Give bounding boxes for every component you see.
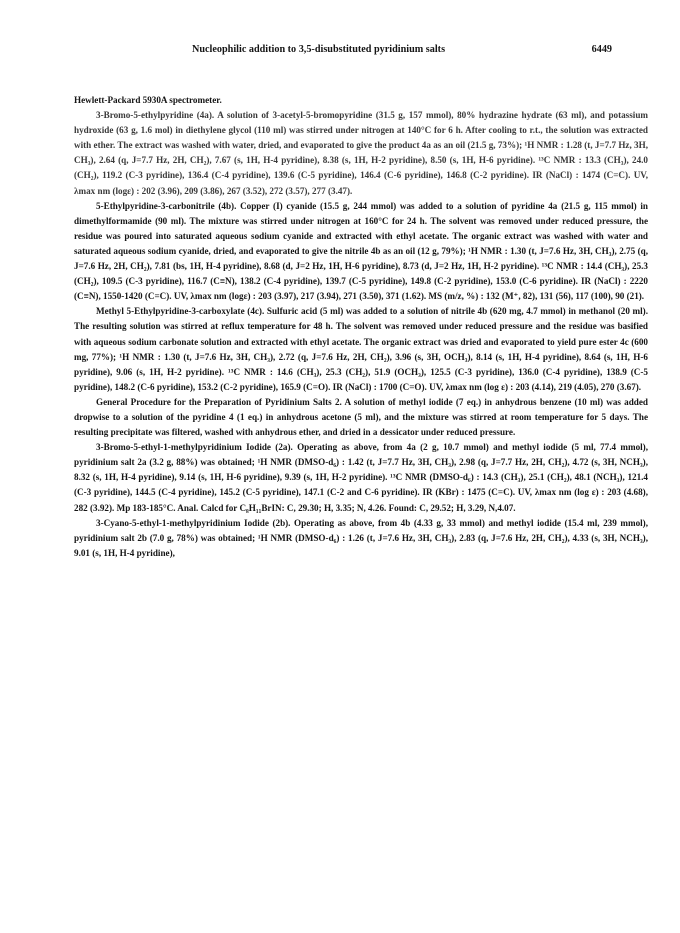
paragraph-instrument: Hewlett-Packard 5930A spectrometer.	[74, 95, 222, 105]
paragraph-compound-2b: 3-Cyano-5-ethyl-1-methylpyridinium Iodide (2b). Operating as above, from 4b (4.33 g, 33 mmol) and methyl iodide (15.4 ml, 239 mmol), pyridinium salt 2b (7.0 g, 78%) was obtained; ¹H NMR (DMSO-d₆) : 1.26 (t, J=7.6 Hz, 3H, CH₃), 2.83 (q, J=7.6 Hz, 2H, CH₂), 4.33 (s, 3H, NCH₃), 9.01 (s, 1H, H-4 pyridine),	[74, 517, 648, 558]
running-title: Nucleophilic addition to 3,5-disubstituted pyridinium salts	[192, 44, 446, 55]
paragraph-compound-2a: 3-Bromo-5-ethyl-1-methylpyridinium Iodide (2a). Operating as above, from 4a (2 g, 10.7 mmol) and methyl iodide (5 ml, 77.4 mmol), pyridinium salt 2a (3.2 g, 88%) was obtained; ¹H NMR (DMSO-d₆) : 1.42 (t, J=7.7 Hz, 3H, CH₃), 2.98 (q, J=7.7 Hz, 2H, CH₂), 4.72 (s, 3H, NCH₃), 8.32 (s, 1H, H-4 pyridine), 9.14 (s, 1H, H-6 pyridine), 9.39 (s, 1H, H-2 pyridine). ¹³C NMR (DMSO-d₆) : 14.3 (CH₃), 25.1 (CH₂), 48.1 (NCH₃), 121.4 (C-3 pyridine), 144.5 (C-4 pyridine), 145.2 (C-5 pyridine), 147.1 (C-2 and C-6 pyridine). IR (KBr) : 1475 (C=C). UV, λmax nm (log ε) : 203 (4.68), 282 (3.92). Mp 183-185°C. Anal. Calcd for C₈H₁₁BrIN: C, 29.30; H, 3.35; N, 4.26. Found: C, 29.52; H, 3.29, N,4.07.	[74, 442, 648, 513]
paragraph-compound-4c: Methyl 5-Ethylpyridine-3-carboxylate (4c). Sulfuric acid (5 ml) was added to a solution of nitrile 4b (620 mg, 4.7 mmol) in methanol (20 ml). The resulting solution was stirred at reflux temperature for 48 h. The solvent was removed under reduced pressure and the residue was basified with aqueous sodium carbonate solution and extracted with ethyl acetate. The organic extract was dried and evaporated to yield pure ester 4c (600 mg, 77%); ¹H NMR : 1.30 (t, J=7.6 Hz, 3H, CH₃), 2.72 (q, J=7.6 Hz, 2H, CH₂), 3.96 (s, 3H, OCH₃), 8.14 (s, 1H, H-4 pyridine), 8.64 (s, 1H, H-6 pyridine), 9.06 (s, 1H, H-2 pyridine). ¹³C NMR : 14.6 (CH₃), 25.3 (CH₂), 51.9 (OCH₃), 125.5 (C-3 pyridine), 136.0 (C-4 pyridine), 138.9 (C-5 pyridine), 148.2 (C-6 pyridine), 153.2 (C-2 pyridine), 165.9 (C=O). IR (NaCl) : 1700 (C=O). UV, λmax nm (log ε) : 203 (4.14), 219 (4.05), 270 (3.67).	[74, 306, 648, 392]
paragraph-compound-4b: 5-Ethylpyridine-3-carbonitrile (4b). Copper (I) cyanide (15.5 g, 244 mmol) was added to a solution of pyridine 4a (21.5 g, 115 mmol) in dimethylformamide (90 ml). The mixture was stirred under nitrogen at 160°C for 24 h. The solvent was removed under reduced pressure, the residue was poured into saturated aqueous sodium cyanide and extracted with ethyl acetate. The organic extract was washed with water and saturated aqueous sodium cyanide, dried, and evaporated to give the nitrile 4b as an oil (12 g, 79%); ¹H NMR : 1.30 (t, J=7.6 Hz, 3H, CH₃), 2.75 (q, J=7.6 Hz, 2H, CH₂), 7.81 (bs, 1H, H-4 pyridine), 8.68 (d, J=2 Hz, 1H, H-6 pyridine), 8.73 (d, J=2 Hz, 1H, H-2 pyridine). ¹³C NMR : 14.4 (CH₃), 25.3 (CH₂), 109.5 (C-3 pyridine), 116.7 (C≡N), 138.2 (C-4 pyridine), 139.7 (C-5 pyridine), 149.8 (C-2 pyridine), 153.0 (C-6 pyridine). IR (NaCl) : 2220 (C≡N), 1550-1420 (C=C). UV, λmax nm (logε) : 203 (3.97), 217 (3.94), 271 (3.50), 371 (1.62). MS (m/z, %) : 132 (M⁺, 82), 131 (56), 117 (100), 90 (21).	[74, 200, 648, 302]
paragraph-compound-4a: 3-Bromo-5-ethylpyridine (4a). A solution of 3-acetyl-5-bromopyridine (31.5 g, 157 mmol), 80% hydrazine hydrate (63 ml), and potassium hydroxide (63 g, 1.6 mol) in diethylene glycol (110 ml) was stirred under nitrogen at 140°C for 6 h. After cooling to r.t., the solution was extracted with ether. The extract was washed with water, dried, and evaporated to give the product 4a as an oil (21.5 g, 73%); ¹H NMR : 1.28 (t, J=7.7 Hz, 3H, CH₃), 2.64 (q, J=7.7 Hz, 2H, CH₂), 7.67 (s, 1H, H-4 pyridine), 8.38 (s, 1H, H-2 pyridine), 8.50 (s, 1H, H-6 pyridine). ¹³C NMR : 13.3 (CH₃), 24.0 (CH₂), 119.2 (C-3 pyridine), 136.4 (C-4 pyridine), 139.6 (C-5 pyridine), 146.4 (C-6 pyridine), 146.8 (C-2 pyridine). IR (NaCl) : 1474 (C=C). UV, λmax nm (logε) : 202 (3.96), 209 (3.86), 267 (3.52), 272 (3.57), 277 (3.47).	[74, 110, 648, 196]
body-text	[74, 93, 648, 561]
page-number: 6449	[591, 44, 612, 55]
paragraph-general-procedure: General Procedure for the Preparation of Pyridinium Salts 2. A solution of methyl iodide (7 eq.) in anhydrous benzene (10 ml) was added dropwise to a solution of the pyridine 4 (1 eq.) in anhydrous acetone (5 ml), and the mixture was stirred at room temperature for 5 days. The resulting precipitate was filtered, washed with anhydrous ether, and dried in a dessicator under reduced pressure.	[74, 396, 648, 438]
